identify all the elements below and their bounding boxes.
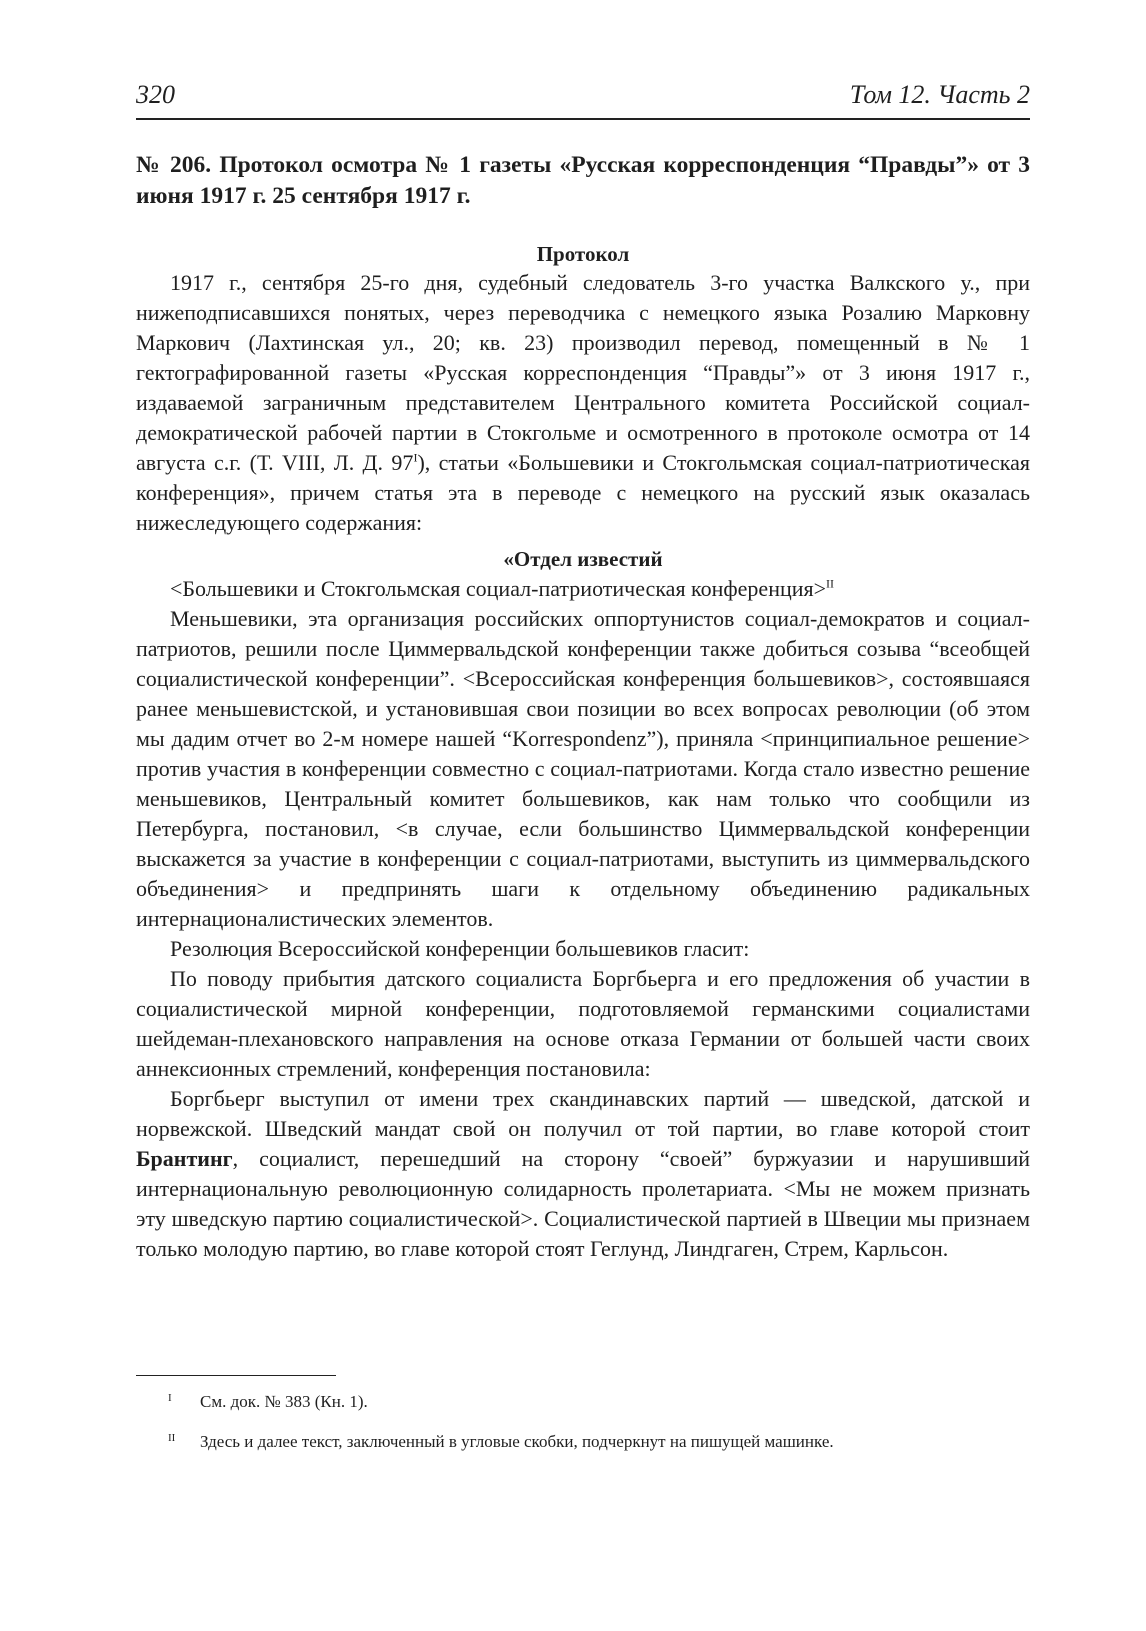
paragraph-4-bold-name: Брантинг xyxy=(136,1146,233,1171)
article-title xyxy=(136,574,1030,604)
footnote-text: См. док. № 383 (Кн. 1). xyxy=(200,1392,368,1411)
running-head xyxy=(136,78,1030,120)
article-title-text: <Большевики и Стокгольмская социал-патриотическая конференция> xyxy=(170,576,827,601)
paragraph-4 xyxy=(136,1084,1030,1264)
footnote-mark: I xyxy=(168,1392,172,1404)
page-number: 320 xyxy=(136,80,175,109)
document-title: № 206. Протокол осмотра № 1 газеты «Русская корреспонденция “Правды”» от 3 июня 1917 г. 25 сентября 1917 г. xyxy=(136,152,1030,209)
footnote-ref-1: I xyxy=(413,450,418,465)
paragraph-3: По поводу прибытия датского социалиста Боргбьерга и его предложения об участии в социалистической мирной конференции, подготовляемой германскими социалистами шейдеман-плехановского направления на основе отказа Германии от большей части своих аннексионных стремлений, конференция постановила: xyxy=(136,966,1030,1081)
footnote-mark: II xyxy=(168,1432,176,1444)
intro-text-part2: ), статьи «Большевики и Стокгольмская социал-патриотическая конференция», причем статья эта в переводе с немецкого на русский язык оказалась нижеследующего содержания: xyxy=(136,450,1030,535)
paragraph-4-part2: , социалист, перешедший на сторону “своей” буржуазии и нарушивший интернациональную революционную солидарность пролетариата. <Мы не можем признать эту шведскую партию социалистической>. Социалистической партией в Швеции мы признаем только молодую партию, во главе которой стоят Геглунд, Линдгаген, Стрем, Карльсон. xyxy=(136,1146,1030,1261)
footnote-item xyxy=(136,1390,1030,1414)
footnotes xyxy=(136,1375,1030,1470)
paragraph-2: Резолюция Всероссийской конференции большевиков гласит: xyxy=(170,936,750,961)
paragraph-4-part1: Боргбьерг выступил от имени трех скандинавских партий — шведской, датской и норвежской. Шведский мандат свой он получил от той партии, во главе которой стоит xyxy=(136,1086,1030,1141)
intro-paragraph xyxy=(136,268,1030,538)
paragraph-1: Меньшевики, эта организация российских оппортунистов социал-демократов и социал-патриотов, решили после Циммервальдской конференции также добиться созыва “всеобщей социалистической конференции”. <Всероссийская конференция большевиков>, состоявшаяся ранее меньшевистской, и установившая свои позиции во всех вопросах революции (об этом мы дадим отчет во 2-м номере нашей “Korrespondenz”), приняла <принципиальное решение> против участия в конференции совместно с социал-патриотами. Когда стало известно решение меньшевиков, Центральный комитет большевиков, как нам только что сообщили из Петербурга, постановил, <в случае, если большинство Циммервальдской конференции выскажется за участие в конференции с социал-патриотами, выступить из циммервальдского объединения> и предпринять шаги к отдельному объединению радикальных интернационалистических элементов. xyxy=(136,606,1030,931)
footnote-rule xyxy=(136,1375,336,1376)
section-heading: Протокол xyxy=(536,242,630,266)
footnote-ref-2: II xyxy=(826,576,835,591)
intro-text-part1: 1917 г., сентября 25-го дня, судебный следователь 3-го участка Валкского у., при нижеподписавшихся понятых, через переводчика с немецкого языка Розалию Марковну Маркович (Лахтинская ул., 20; кв. 23) производил перевод, помещенный в № 1 гектографированной газеты «Русская корреспонденция “Правды”» от 3 июня 1917 г., издаваемой заграничным представителем Центрального комитета Российской социал-демократической рабочей партии в Стокгольме и осмотренного в протоколе осмотра от 14 августа с.г. (Т. VIII, Л. Д. 97 xyxy=(136,270,1030,475)
footnote-item xyxy=(136,1430,1030,1454)
sub-heading: «Отдел известий xyxy=(503,547,663,571)
volume-label: Том 12. Часть 2 xyxy=(849,80,1030,109)
page-content xyxy=(136,78,1030,1264)
footnote-text: Здесь и далее текст, заключенный в угловые скобки, подчеркнут на пишущей машинке. xyxy=(200,1432,834,1451)
